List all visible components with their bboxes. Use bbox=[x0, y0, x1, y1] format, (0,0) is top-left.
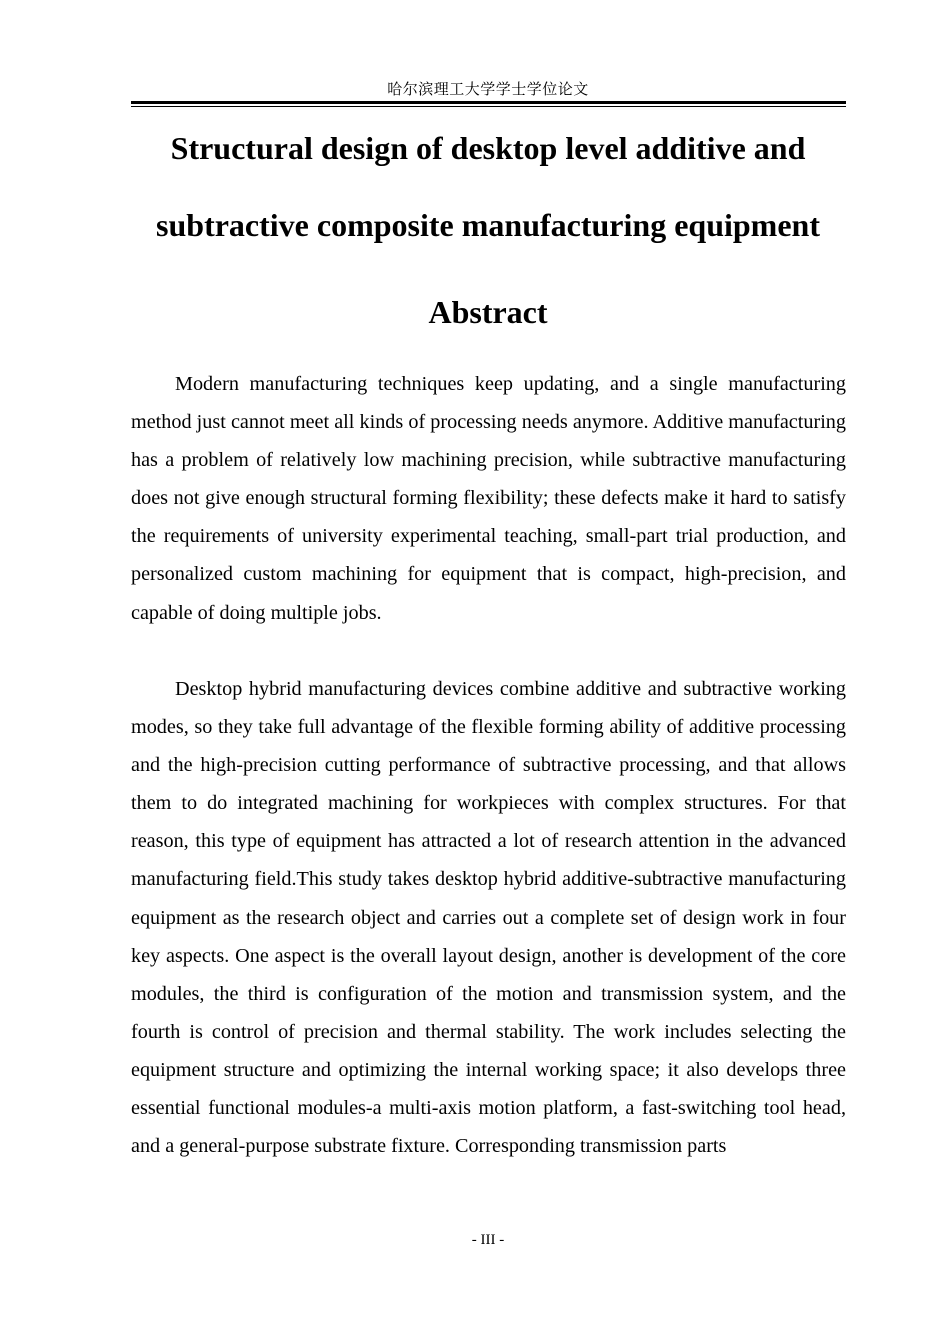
abstract-paragraph: Modern manufacturing techniques keep updating, and a single manufacturing method just cannot meet all kinds of processing needs anymore. Additive manufacturing has a problem of relatively low machining precision, while subtractive manufacturing does not give enough structural forming flexibility; these defects make it hard to satisfy the requirements of university experimental teaching, small-part trial production, and personalized custom machining for equipment that is compact, high-precision, and capable of doing multiple jobs. bbox=[131, 373, 846, 624]
running-header: 哈尔滨理工大学学士学位论文 bbox=[387, 80, 589, 98]
header-rule-thick bbox=[131, 101, 846, 104]
thesis-title-line-1: Structural design of desktop level additive and bbox=[170, 130, 806, 166]
thesis-title-line-2: subtractive composite manufacturing equipment bbox=[156, 207, 820, 243]
abstract-heading: Abstract bbox=[428, 294, 548, 330]
page-number: - III - bbox=[471, 1232, 505, 1248]
abstract-paragraph-1-block bbox=[131, 365, 846, 632]
abstract-paragraph-2-block bbox=[131, 670, 846, 1165]
abstract-paragraph: Desktop hybrid manufacturing devices combine additive and subtractive working modes, so they take full advantage of the flexible forming ability of additive processing and the high-precision cutting performance of subtractive processing, and that allows them to do integrated machining for workpieces with complex structures. For that reason, this type of equipment has attracted a lot of research attention in the advanced manufacturing field.This study takes desktop hybrid additive-subtractive manufacturing equipment as the research object and carries out a complete set of design work in four key aspects. One aspect is the overall layout design, another is development of the core modules, the third is configuration of the motion and transmission system, and the fourth is control of precision and thermal stability. The work includes selecting the equipment structure and optimizing the internal working space; it also develops three essential functional modules-a multi-axis motion platform, a fast-switching tool head, and a general-purpose substrate fixture. Corresponding transmission parts bbox=[131, 678, 846, 1158]
header-rule-thin bbox=[131, 106, 846, 107]
